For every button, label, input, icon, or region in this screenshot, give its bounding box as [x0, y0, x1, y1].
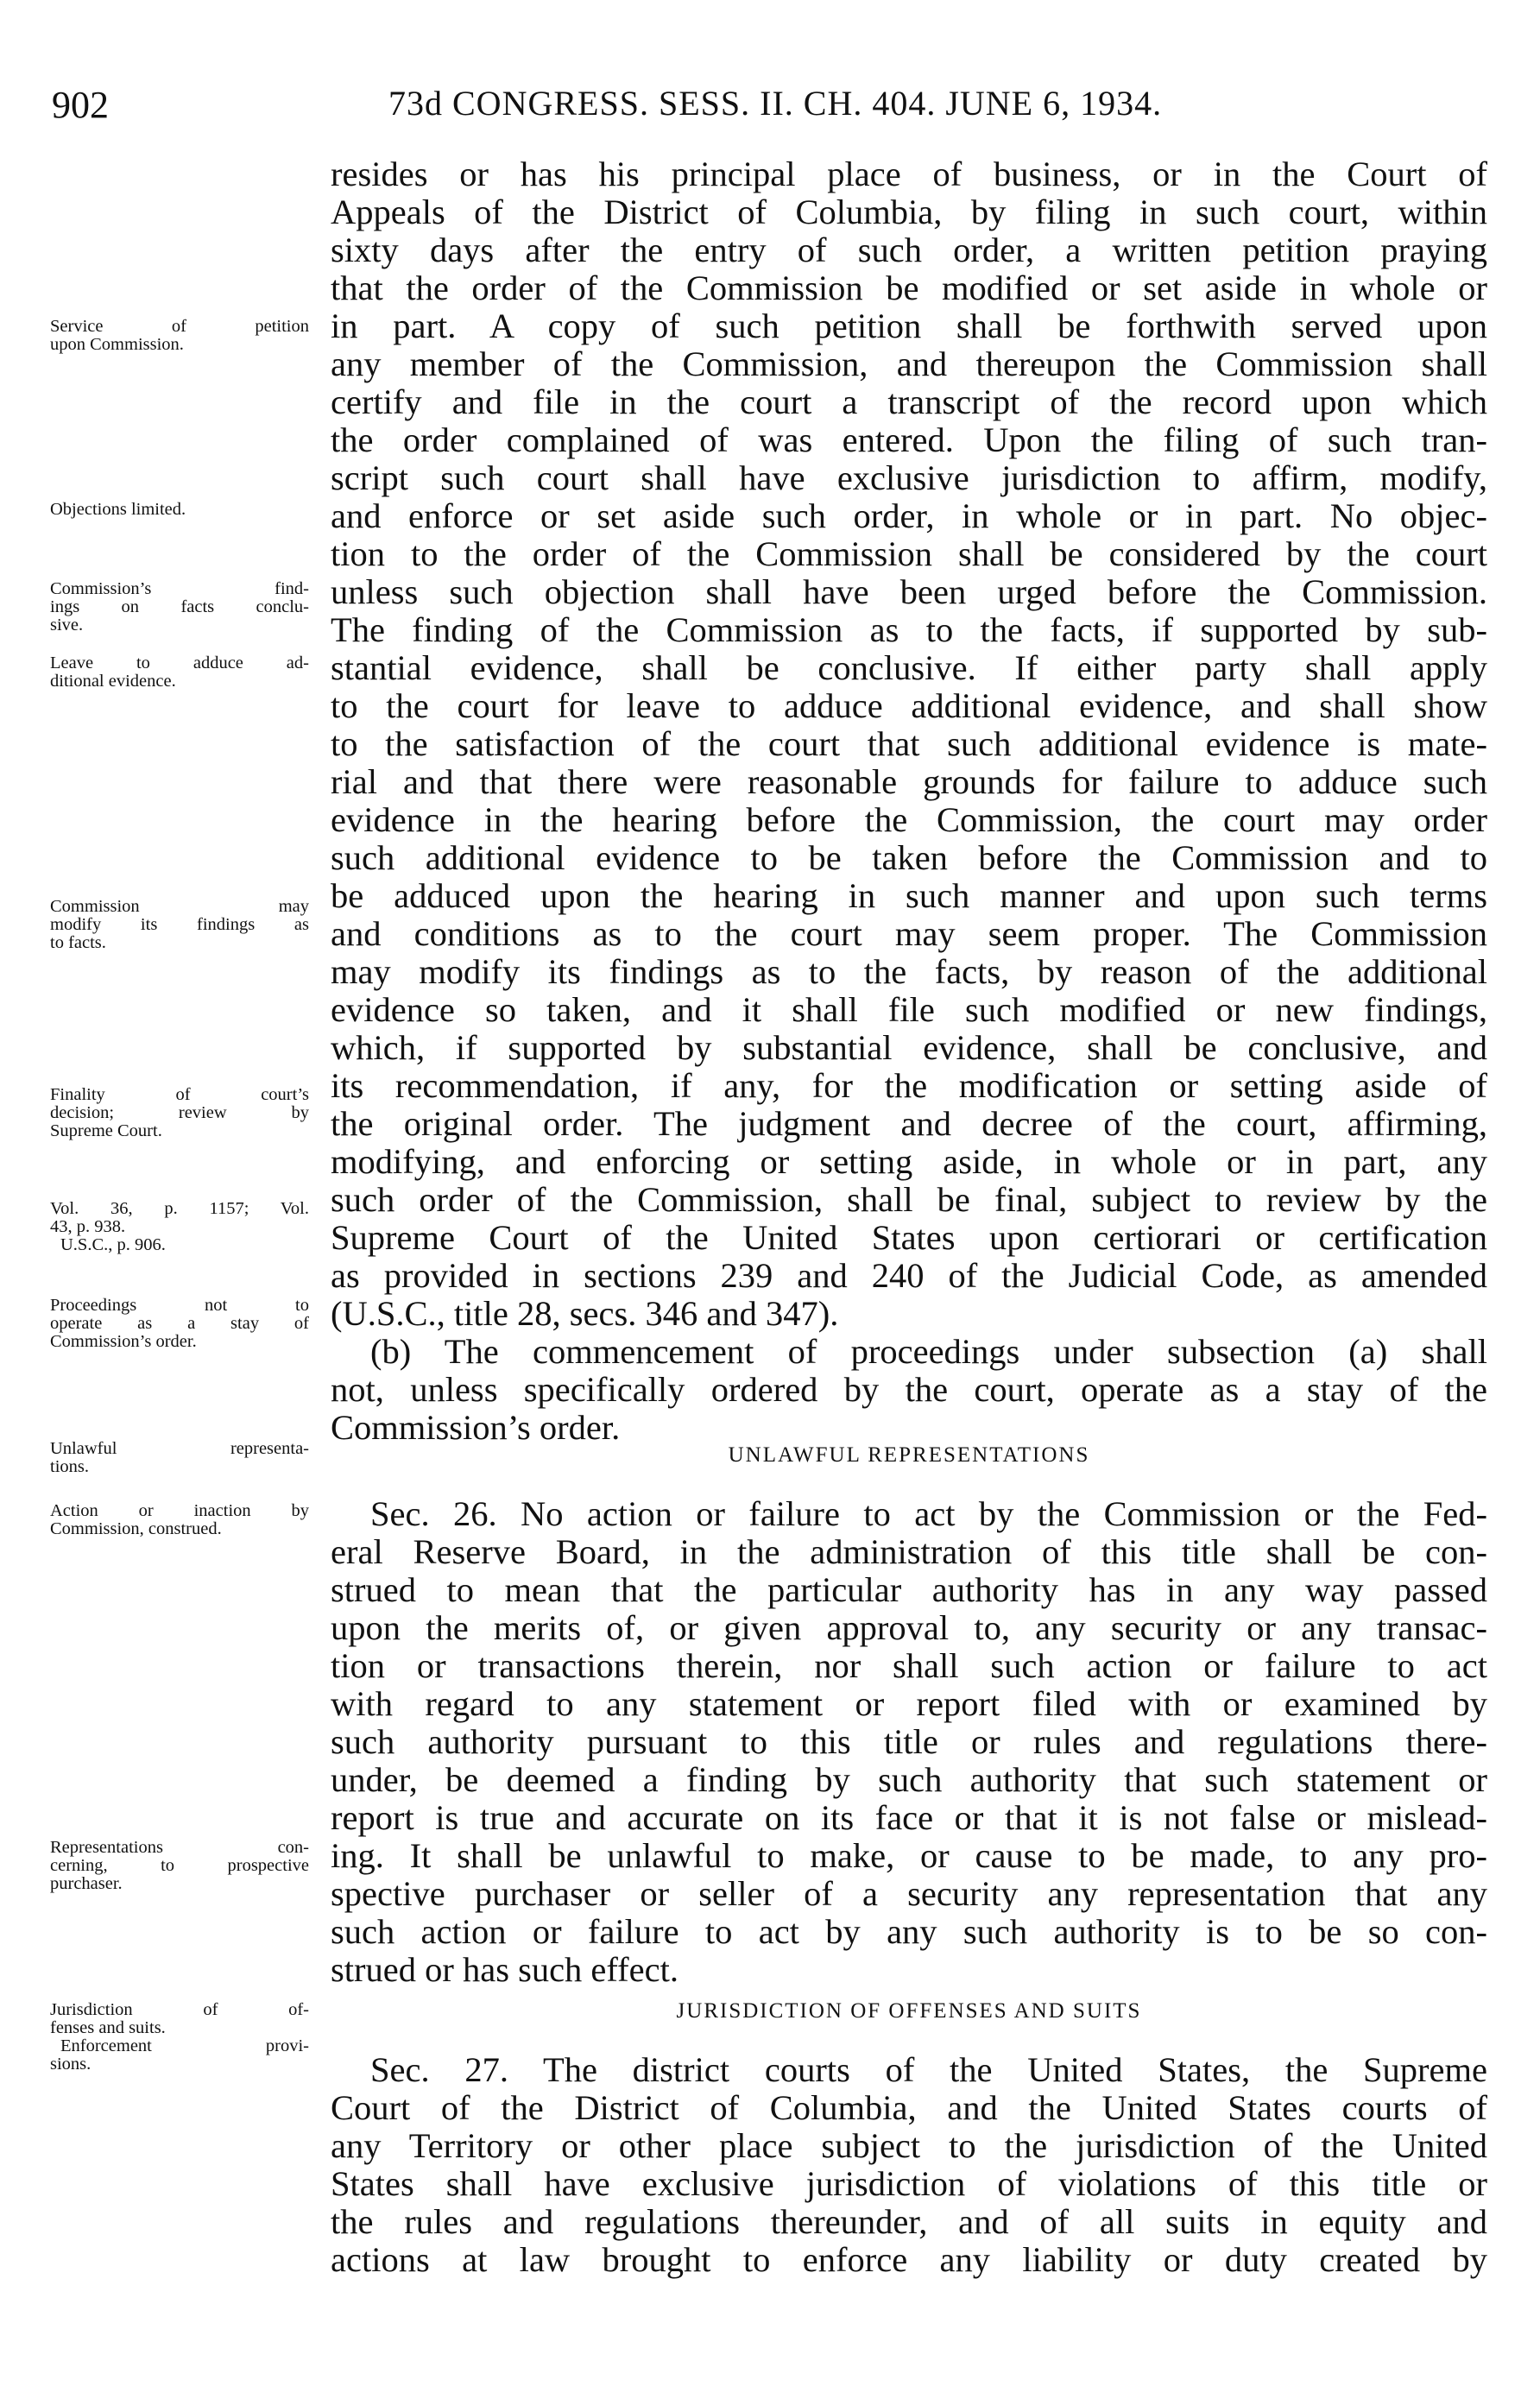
text-line: (b) The commencement of proceedings under subsection (a) shall — [370, 1333, 1487, 1371]
text-line: sixty days after the entry of such order, a written petition praying — [331, 231, 1487, 269]
margin-note-representations: Representations con- cerning, to prospective purchaser. — [50, 1838, 309, 1893]
margin-note-leave: Leave to adduce ad- ditional evidence. — [50, 653, 309, 691]
text-line: tion or transactions therein, nor shall such action or failure to act — [331, 1647, 1487, 1685]
page-number: 902 — [52, 84, 109, 126]
paragraph-subsection-b — [331, 1333, 1487, 1447]
text-line: which, if supported by substantial evidence, shall be conclusive, and — [331, 1029, 1487, 1067]
text-line: unless such objection shall have been urged before the Commission. — [331, 573, 1487, 611]
text-line: script such court shall have exclusive jurisdiction to affirm, modify, — [331, 459, 1487, 497]
text-line: Sec. 27. The district courts of the United States, the Supreme — [370, 2051, 1487, 2089]
margin-note-finality: Finality of court’s decision; review by Supreme Court. — [50, 1085, 309, 1140]
text-line: The finding of the Commission as to the facts, if supported by sub- — [331, 611, 1487, 649]
margin-note-action: Action or inaction by Commission, construed. — [50, 1501, 309, 1538]
text-line: Supreme Court of the United States upon certiorari or certification — [331, 1219, 1487, 1257]
text-line: as provided in sections 239 and 240 of the Judicial Code, as amended — [331, 1257, 1487, 1295]
margin-note-modify: Commission may modify its findings as to facts. — [50, 897, 309, 952]
margin-note-unlawful: Unlawful representa- tions. — [50, 1439, 309, 1476]
text-line: the rules and regulations thereunder, and of all suits in equity and — [331, 2203, 1487, 2241]
margin-note-proceedings: Proceedings not to operate as a stay of Commission’s order. — [50, 1296, 309, 1351]
text-line: any member of the Commission, and thereupon the Commission shall — [331, 345, 1487, 383]
section-heading-jurisdiction: JURISDICTION OF OFFENSES AND SUITS — [676, 1999, 1142, 2023]
text-line: and conditions as to the court may seem proper. The Commission — [331, 915, 1487, 953]
text-line: States shall have exclusive jurisdiction of violations of this title or — [331, 2165, 1487, 2203]
paragraph-continuation — [331, 155, 1487, 1333]
text-line: such action or failure to act by any such authority is to be so con- — [331, 1913, 1487, 1951]
text-line: evidence in the hearing before the Commission, the court may order — [331, 801, 1487, 839]
margin-note-vol: Vol. 36, p. 1157; Vol. 43, p. 938. U.S.C., p. 906. — [50, 1199, 309, 1254]
text-line: Commission’s order. — [331, 1409, 621, 1447]
text-line: be adduced upon the hearing in such manner and upon such terms — [331, 877, 1487, 915]
section-heading-unlawful: UNLAWFUL REPRESENTATIONS — [728, 1443, 1090, 1467]
text-line: Appeals of the District of Columbia, by filing in such court, within — [331, 193, 1487, 231]
text-line: to the satisfaction of the court that such additional evidence is mate- — [331, 725, 1487, 763]
text-line: spective purchaser or seller of a security any representation that any — [331, 1875, 1487, 1913]
text-line: evidence so taken, and it shall file such modified or new findings, — [331, 991, 1487, 1029]
text-line: may modify its findings as to the facts, by reason of the additional — [331, 953, 1487, 991]
text-line: upon the merits of, or given approval to, any security or any transac- — [331, 1609, 1487, 1647]
running-head: 73d CONGRESS. SESS. II. CH. 404. JUNE 6, 1934. — [388, 84, 1163, 123]
text-line: the order complained of was entered. Upon the filing of such tran- — [331, 421, 1487, 459]
text-line: resides or has his principal place of business, or in the Court of — [331, 155, 1487, 193]
text-line: such authority pursuant to this title or rules and regulations there- — [331, 1723, 1487, 1761]
text-line: certify and file in the court a transcript of the record upon which — [331, 383, 1487, 421]
paragraph-sec-27 — [331, 2051, 1487, 2279]
text-line: Sec. 26. No action or failure to act by the Commission or the Fed- — [370, 1495, 1487, 1533]
text-line: (U.S.C., title 28, secs. 346 and 347). — [331, 1295, 839, 1333]
text-line: tion to the order of the Commission shall be considered by the court — [331, 535, 1487, 573]
margin-note-jurisdiction: Jurisdiction of of- fenses and suits. Enforcement provi- sions. — [50, 2000, 309, 2074]
text-line: strued or has such effect. — [331, 1951, 678, 1989]
text-line: with regard to any statement or report filed with or examined by — [331, 1685, 1487, 1723]
margin-note-service: Service of petition upon Commission. — [50, 317, 309, 354]
text-line: eral Reserve Board, in the administration of this title shall be con- — [331, 1533, 1487, 1571]
text-line: in part. A copy of such petition shall be forthwith served upon — [331, 307, 1487, 345]
text-line: such order of the Commission, shall be final, subject to review by the — [331, 1181, 1487, 1219]
text-line: modifying, and enforcing or setting aside, in whole or in part, any — [331, 1143, 1487, 1181]
text-line: ing. It shall be unlawful to make, or cause to be made, to any pro- — [331, 1837, 1487, 1875]
text-line: and enforce or set aside such order, in whole or in part. No objec- — [331, 497, 1487, 535]
text-line: rial and that there were reasonable grounds for failure to adduce such — [331, 763, 1487, 801]
paragraph-sec-26 — [331, 1495, 1487, 1989]
text-line: not, unless specifically ordered by the court, operate as a stay of the — [331, 1371, 1487, 1409]
text-line: stantial evidence, shall be conclusive. If either party shall apply — [331, 649, 1487, 687]
text-line: any Territory or other place subject to the jurisdiction of the United — [331, 2127, 1487, 2165]
margin-note-findings: Commission’s find- ings on facts conclu- sive. — [50, 579, 309, 634]
text-line: strued to mean that the particular authority has in any way passed — [331, 1571, 1487, 1609]
text-line: to the court for leave to adduce additional evidence, and shall show — [331, 687, 1487, 725]
text-line: under, be deemed a finding by such authority that such statement or — [331, 1761, 1487, 1799]
text-line: Court of the District of Columbia, and the United States courts of — [331, 2089, 1487, 2127]
text-line: such additional evidence to be taken before the Commission and to — [331, 839, 1487, 877]
text-line: the original order. The judgment and decree of the court, affirming, — [331, 1105, 1487, 1143]
text-line: that the order of the Commission be modified or set aside in whole or — [331, 269, 1487, 307]
page-header — [52, 83, 1485, 135]
text-line: report is true and accurate on its face or that it is not false or mislead- — [331, 1799, 1487, 1837]
text-line: its recommendation, if any, for the modification or setting aside of — [331, 1067, 1487, 1105]
margin-note-objections: Objections limited. — [50, 500, 186, 519]
text-line: actions at law brought to enforce any liability or duty created by — [331, 2241, 1487, 2279]
